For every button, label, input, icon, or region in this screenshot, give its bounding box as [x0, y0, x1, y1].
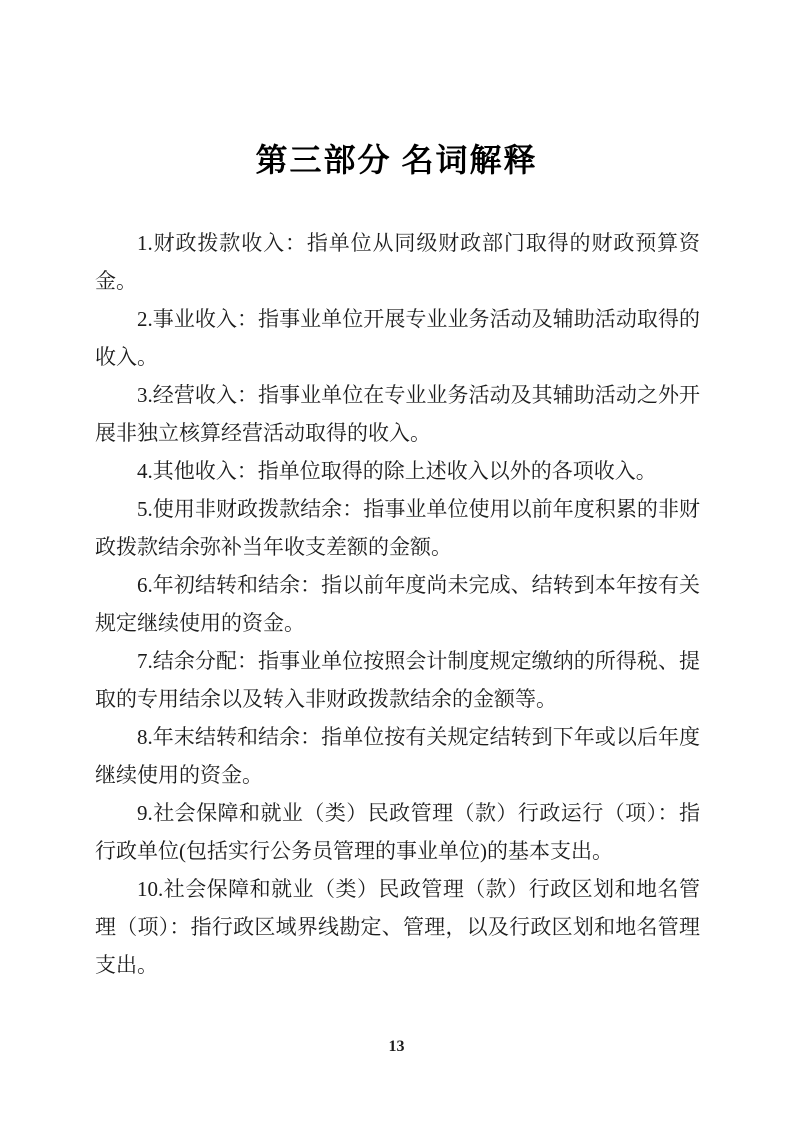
definition-paragraph: 8.年末结转和结余：指单位按有关规定结转到下年或以后年度继续使用的资金。 — [95, 725, 700, 787]
definition-paragraph: 10.社会保障和就业（类）民政管理（款）行政区划和地名管理（项）：指行政区域界线勘定、管理，以及行政区划和地名管理支出。 — [95, 877, 700, 977]
definition-paragraph: 6.年初结转和结余：指以前年度尚未完成、结转到本年按有关规定继续使用的资金。 — [95, 573, 700, 635]
definition-paragraph: 4.其他收入：指单位取得的除上述收入以外的各项收入。 — [137, 459, 657, 483]
definition-paragraph: 9.社会保障和就业（类）民政管理（款）行政运行（项）：指行政单位(包括实行公务员管理的事业单位)的基本支出。 — [95, 801, 700, 863]
definition-paragraph: 2.事业收入：指事业单位开展专业业务活动及辅助活动取得的收入。 — [95, 307, 700, 369]
definitions-list — [95, 224, 700, 984]
definition-paragraph: 5.使用非财政拨款结余：指事业单位使用以前年度积累的非财政拨款结余弥补当年收支差额的金额。 — [95, 497, 700, 559]
definition-paragraph: 1.财政拨款收入：指单位从同级财政部门取得的财政预算资金。 — [95, 231, 700, 293]
definition-paragraph: 3.经营收入：指事业单位在专业业务活动及其辅助活动之外开展非独立核算经营活动取得的收入。 — [95, 383, 700, 445]
definition-paragraph: 7.结余分配：指事业单位按照会计制度规定缴纳的所得税、提取的专用结余以及转入非财政拨款结余的金额等。 — [95, 649, 700, 711]
document-title: 第三部分 名词解释 — [255, 142, 538, 178]
page-number: 13 — [388, 1038, 405, 1055]
